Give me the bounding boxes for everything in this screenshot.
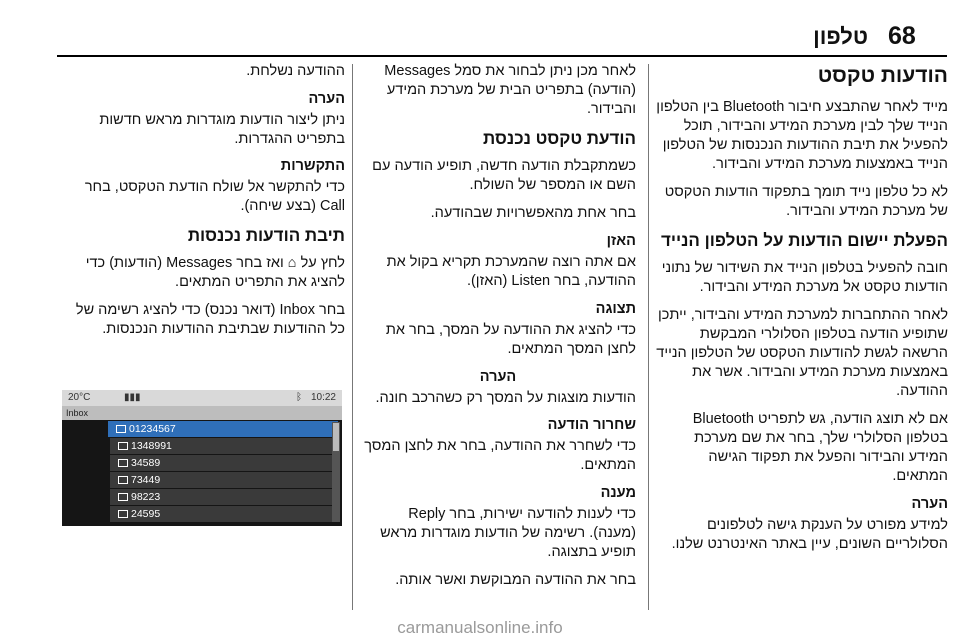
subheading-reply: מענה <box>600 485 636 501</box>
bluetooth-icon: ᛒ <box>296 392 302 403</box>
note <box>652 495 948 554</box>
note-title: הערה <box>911 496 948 512</box>
signal-icon: ▮▮▮ <box>124 392 141 403</box>
page-header <box>0 0 960 56</box>
paragraph: חובה להפעיל בטלפון הנייד את השידור של נתוני הודעות טקסט אל מערכת המידע והבידור. <box>661 260 948 295</box>
message-list-item[interactable]: 24595 <box>110 506 338 522</box>
paragraph: לחץ על ⌂ ואז בחר Messages (הודעות) כדי להציג את התפריט המתאים. <box>85 255 345 290</box>
screen-status-bar <box>62 390 342 406</box>
note-text: הודעות מוצגות על המסך רק כשהרכב חונה. <box>375 390 636 406</box>
clock-readout: 10:22 <box>310 392 336 403</box>
note-text: למידע מפורט על הענקת גישה לטלפונים הסלולריים השונים, עיין באתר האינטרנט שלנו. <box>671 517 948 552</box>
heading-enable-app: הפעלת יישום הודעות על הטלפון הנייד <box>660 231 948 250</box>
message-list-item[interactable]: 73449 <box>110 472 338 488</box>
paragraph: לאחר ההתחברות למערכת המידע והבידור, ייתכן שתופיע הודעה בטלפון הסלולרי המבקשת הרשאה לגשת להודעות הטקסט של הטלפון הנייד באמצעות מערכת המידע והבידור. אשר את ההודעה. <box>656 307 948 399</box>
column-left <box>60 62 345 348</box>
column-divider <box>648 64 649 610</box>
inbox-title-bar <box>62 406 342 420</box>
message-list-item[interactable]: 1348991 <box>110 438 338 454</box>
scrollbar[interactable] <box>332 422 340 522</box>
paragraph: אם אתה רוצה שהמערכת תקריא בקול את ההודעה, בחר Listen (האזן). <box>386 254 636 289</box>
column-middle <box>360 62 636 599</box>
column-right <box>652 62 948 562</box>
inbox-screen-illustration <box>62 390 342 526</box>
envelope-icon <box>116 425 126 433</box>
paragraph: כדי לשחרר את ההודעה, בחר את לחצן המסך המתאים. <box>364 438 636 473</box>
paragraph: ההודעה נשלחת. <box>246 63 345 79</box>
note-text: ניתן ליצור הודעות מוגדרות מראש חדשות בתפריט ההגדרות. <box>99 112 345 147</box>
temperature-readout: 20°C <box>68 392 91 403</box>
paragraph: לא כל טלפון נייד תומך בתפקוד הודעות הטקסט של מערכת המידע והבידור. <box>664 184 948 219</box>
inbox-title: Inbox <box>66 408 89 418</box>
subheading-call: התקשרות <box>280 158 345 174</box>
subheading-listen: האזן <box>606 233 636 249</box>
envelope-icon <box>118 493 128 501</box>
paragraph: מייד לאחר שהתבצע חיבור Bluetooth בין הטלפון הנייד שלך לבין מערכת המידע והבידור, תוכל להפעיל את תיבת ההודעות הנכנסות של הטלפון הנייד באמצעות מערכת המידע והבידור. <box>656 99 948 172</box>
heading-inbox: תיבת הודעות נכנסות <box>187 226 345 245</box>
paragraph: בחר את ההודעה המבוקשת ואשר אותה. <box>395 572 636 588</box>
paragraph: כשמתקבלת הודעה חדשה, תופיע הודעה עם השם או המספר של השולח. <box>372 158 636 193</box>
message-list <box>62 420 342 526</box>
message-list-item[interactable]: 01234567 <box>108 421 338 437</box>
watermark: carmanualsonline.info <box>397 618 563 637</box>
paragraph: כדי להציג את ההודעה על המסך, בחר את לחצן המסך המתאים. <box>385 322 636 357</box>
column-divider <box>352 64 353 610</box>
heading-incoming-text: הודעת טקסט נכנסת <box>482 129 636 148</box>
envelope-icon <box>118 476 128 484</box>
note-title: הערה <box>308 91 345 107</box>
paragraph: בחר אחת מהאפשרויות שבהודעה. <box>430 205 636 221</box>
section-title: טלפון <box>813 24 868 49</box>
note <box>60 90 345 149</box>
paragraph: בחר Inbox (דואר נכנס) כדי להציג רשימה של כל ההודעות שבתיבת ההודעות הנכנסות. <box>75 302 345 337</box>
note <box>360 368 636 408</box>
message-list-item[interactable]: 98223 <box>110 489 338 505</box>
scrollbar-thumb[interactable] <box>333 423 339 451</box>
subheading-release: שחרור הודעה <box>547 417 636 433</box>
paragraph: אם לא תוצג הודעה, גש לתפריט Bluetooth בטלפון הסלולרי שלך, בחר את שם מערכת המידע והבידור והפעל את תפקוד הגישה המתאים. <box>692 411 948 484</box>
heading-text-messages: הודעות טקסט <box>817 64 948 87</box>
page-number: 68 <box>888 22 916 50</box>
header-rule <box>57 55 947 57</box>
paragraph: לאחר מכן ניתן לבחור את סמל Messages (הודעה) בתפריט הבית של מערכת המידע והבידור. <box>384 63 636 117</box>
paragraph: כדי לענות להודעה ישירות, בחר Reply (מענה). רשימה של הודעות מוגדרות מראש תופיע בתצוגה. <box>380 506 636 560</box>
envelope-icon <box>118 459 128 467</box>
message-list-item[interactable]: 34589 <box>110 455 338 471</box>
subheading-view: תצוגה <box>595 301 636 317</box>
envelope-icon <box>118 442 128 450</box>
paragraph: כדי להתקשר אל שולח הודעת הטקסט, בחר Call (בצע שיחה). <box>84 179 345 214</box>
note-title: הערה <box>479 369 517 385</box>
envelope-icon <box>118 510 128 518</box>
